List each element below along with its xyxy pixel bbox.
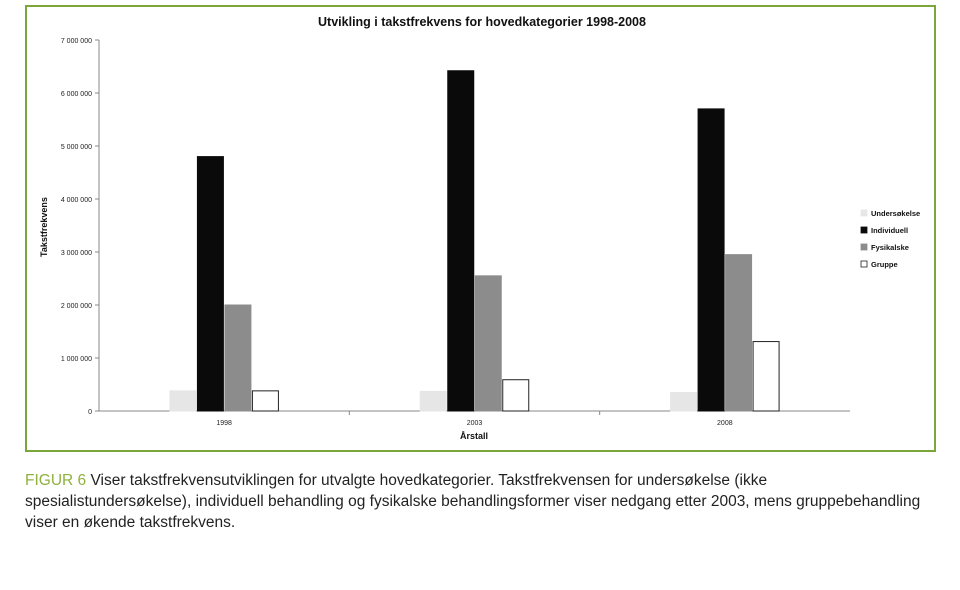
bar-individuell-2008 bbox=[698, 109, 724, 411]
bar-undersøkelse-2003 bbox=[420, 391, 446, 411]
legend-label-individuell: Individuell bbox=[871, 226, 909, 235]
figure-caption bbox=[25, 470, 930, 533]
y-tick-label: 0 bbox=[88, 409, 92, 416]
chart-frame bbox=[25, 5, 936, 452]
legend-label-fysikalske: Fysikalske bbox=[871, 243, 909, 252]
chart-title: Utvikling i takstfrekvens for hovedkategorier 1998-2008 bbox=[318, 15, 646, 29]
y-tick-label: 3 000 000 bbox=[60, 250, 92, 257]
bar-undersøkelse-1998 bbox=[170, 391, 196, 411]
bar-undersøkelse-2008 bbox=[671, 392, 697, 411]
figure-caption-label: FIGUR 6 bbox=[25, 472, 87, 489]
x-tick-label: 1998 bbox=[216, 420, 232, 427]
y-tick-label: 6 000 000 bbox=[60, 91, 92, 98]
figure-caption-text: Viser takstfrekvensutviklingen for utvalgte hovedkategorier. Takstfrekvensen for undersøkelse (ikke spesialistundersøkelse), individuell behandling og fysikalske behandlingsformer viser nedgang etter 2003, mens gruppebehandling viser en økende takstfrekvens. bbox=[25, 472, 921, 531]
y-tick-label: 7 000 000 bbox=[60, 38, 92, 45]
bar-chart bbox=[27, 7, 934, 450]
y-axis-label: Takstfrekvens bbox=[39, 197, 49, 257]
x-axis-label: Årstall bbox=[459, 431, 489, 441]
legend-label-gruppe: Gruppe bbox=[871, 260, 898, 269]
plot-area bbox=[61, 38, 850, 427]
y-tick-label: 4 000 000 bbox=[60, 197, 92, 204]
legend-label-undersøkelse: Undersøkelse bbox=[871, 209, 921, 218]
legend-swatch-fysikalske bbox=[861, 244, 867, 250]
bar-gruppe-2003 bbox=[503, 380, 529, 411]
legend-swatch-gruppe bbox=[861, 261, 867, 267]
bar-fysikalske-2008 bbox=[726, 255, 752, 411]
bar-fysikalske-2003 bbox=[475, 276, 501, 411]
legend bbox=[861, 209, 920, 269]
y-tick-label: 2 000 000 bbox=[60, 303, 92, 310]
legend-swatch-undersøkelse bbox=[861, 210, 867, 216]
legend-swatch-individuell bbox=[861, 227, 867, 233]
bar-fysikalske-1998 bbox=[225, 305, 251, 411]
x-tick-label: 2003 bbox=[466, 420, 483, 427]
bar-individuell-2003 bbox=[448, 71, 474, 411]
y-tick-label: 5 000 000 bbox=[60, 144, 92, 151]
y-tick-label: 1 000 000 bbox=[60, 356, 92, 363]
bar-individuell-1998 bbox=[197, 157, 223, 411]
bar-gruppe-2008 bbox=[753, 342, 779, 411]
x-tick-label: 2008 bbox=[717, 420, 733, 427]
bar-gruppe-1998 bbox=[252, 391, 278, 411]
